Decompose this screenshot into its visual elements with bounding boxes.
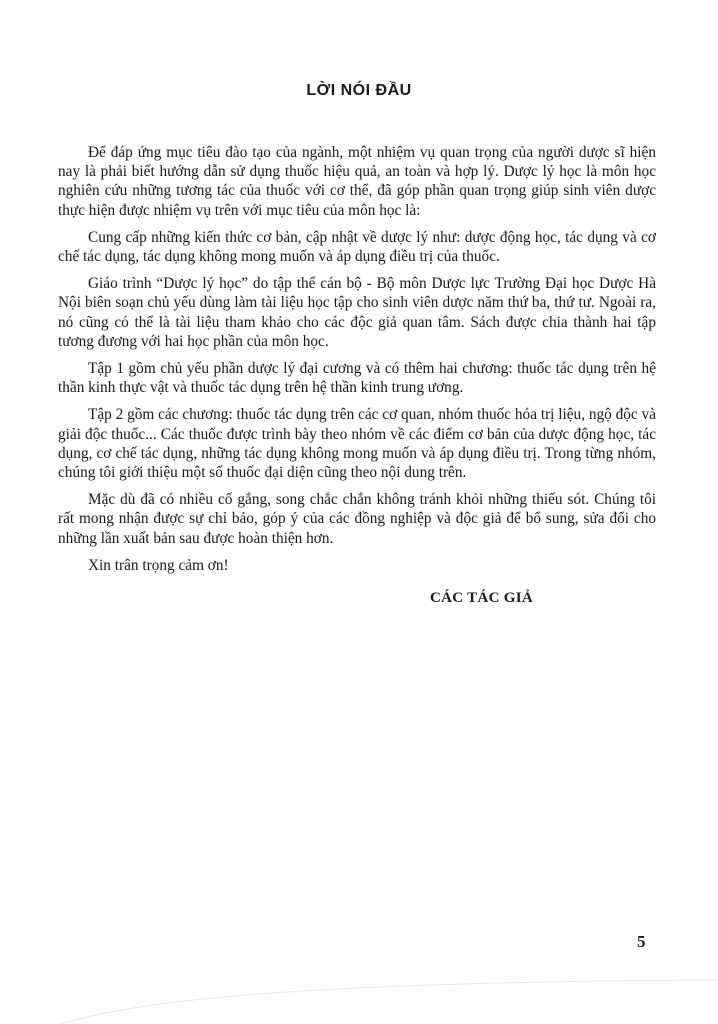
paragraph-6: Mặc dù đã có nhiều cố gắng, song chắc chắn không tránh khỏi những thiếu sót. Chúng tôi rất mong nhận được sự chỉ bảo, góp ý của các đồng nghiệp và độc giả để bổ sung, sửa đổi cho những lần xuất bản sau được hoàn thiện hơn. — [58, 491, 656, 547]
paragraph-1: Để đáp ứng mục tiêu đào tạo của ngành, một nhiệm vụ quan trọng của người dược sĩ hiện nay là phải biết hướng dẫn sử dụng thuốc hiệu quả, an toàn và hợp lý. Dược lý học là môn học nghiên cứu những tương tác của thuốc với cơ thể, đã góp phần quan trọng giúp sinh viên dược thực hiện được nhiệm vụ trên với mục tiêu của môn học là: — [58, 144, 656, 219]
body-text — [58, 143, 656, 583]
scan-edge-curve — [0, 960, 718, 1024]
page-title: LỜI NÓI ĐẦU — [306, 82, 412, 99]
paragraph-closing: Xin trân trọng cảm ơn! — [88, 556, 229, 574]
paragraph-3: Giáo trình “Dược lý học” do tập thể cán bộ - Bộ môn Dược lực Trường Đại học Dược Hà Nội biên soạn chủ yếu dùng làm tài liệu học tập cho sinh viên dược năm thứ ba, thứ tư. Ngoài ra, nó cũng có thể là tài liệu tham khảo cho các độc giả quan tâm. Sách được chia thành hai tập tương đương với hai học phần của môn học. — [58, 275, 656, 350]
page-number: 5 — [637, 932, 646, 951]
paragraph-4: Tập 1 gồm chủ yếu phần dược lý đại cương và có thêm hai chương: thuốc tác dụng trên hệ thần kinh thực vật và thuốc tác dụng trên hệ thần kinh trung ương. — [58, 360, 656, 397]
scan-edge-line — [60, 980, 718, 1024]
signature: CÁC TÁC GIẢ — [430, 590, 534, 606]
paragraph-5: Tập 2 gồm các chương: thuốc tác dụng trên các cơ quan, nhóm thuốc hóa trị liệu, ngộ độc và giải độc thuốc... Các thuốc được trình bày theo nhóm về các điểm cơ bản của dược động học, tác dụng, cơ chế tác dụng, những tác dụng không mong muốn và áp dụng điều trị. Trong từng nhóm, chúng tôi giới thiệu một số thuốc đại diện cũng theo nội dung trên. — [58, 406, 656, 482]
paragraph-2: Cung cấp những kiến thức cơ bản, cập nhật về dược lý như: dược động học, tác dụng và cơ chế tác dụng, tác dụng không mong muốn và áp dụng điều trị của thuốc. — [58, 228, 656, 266]
